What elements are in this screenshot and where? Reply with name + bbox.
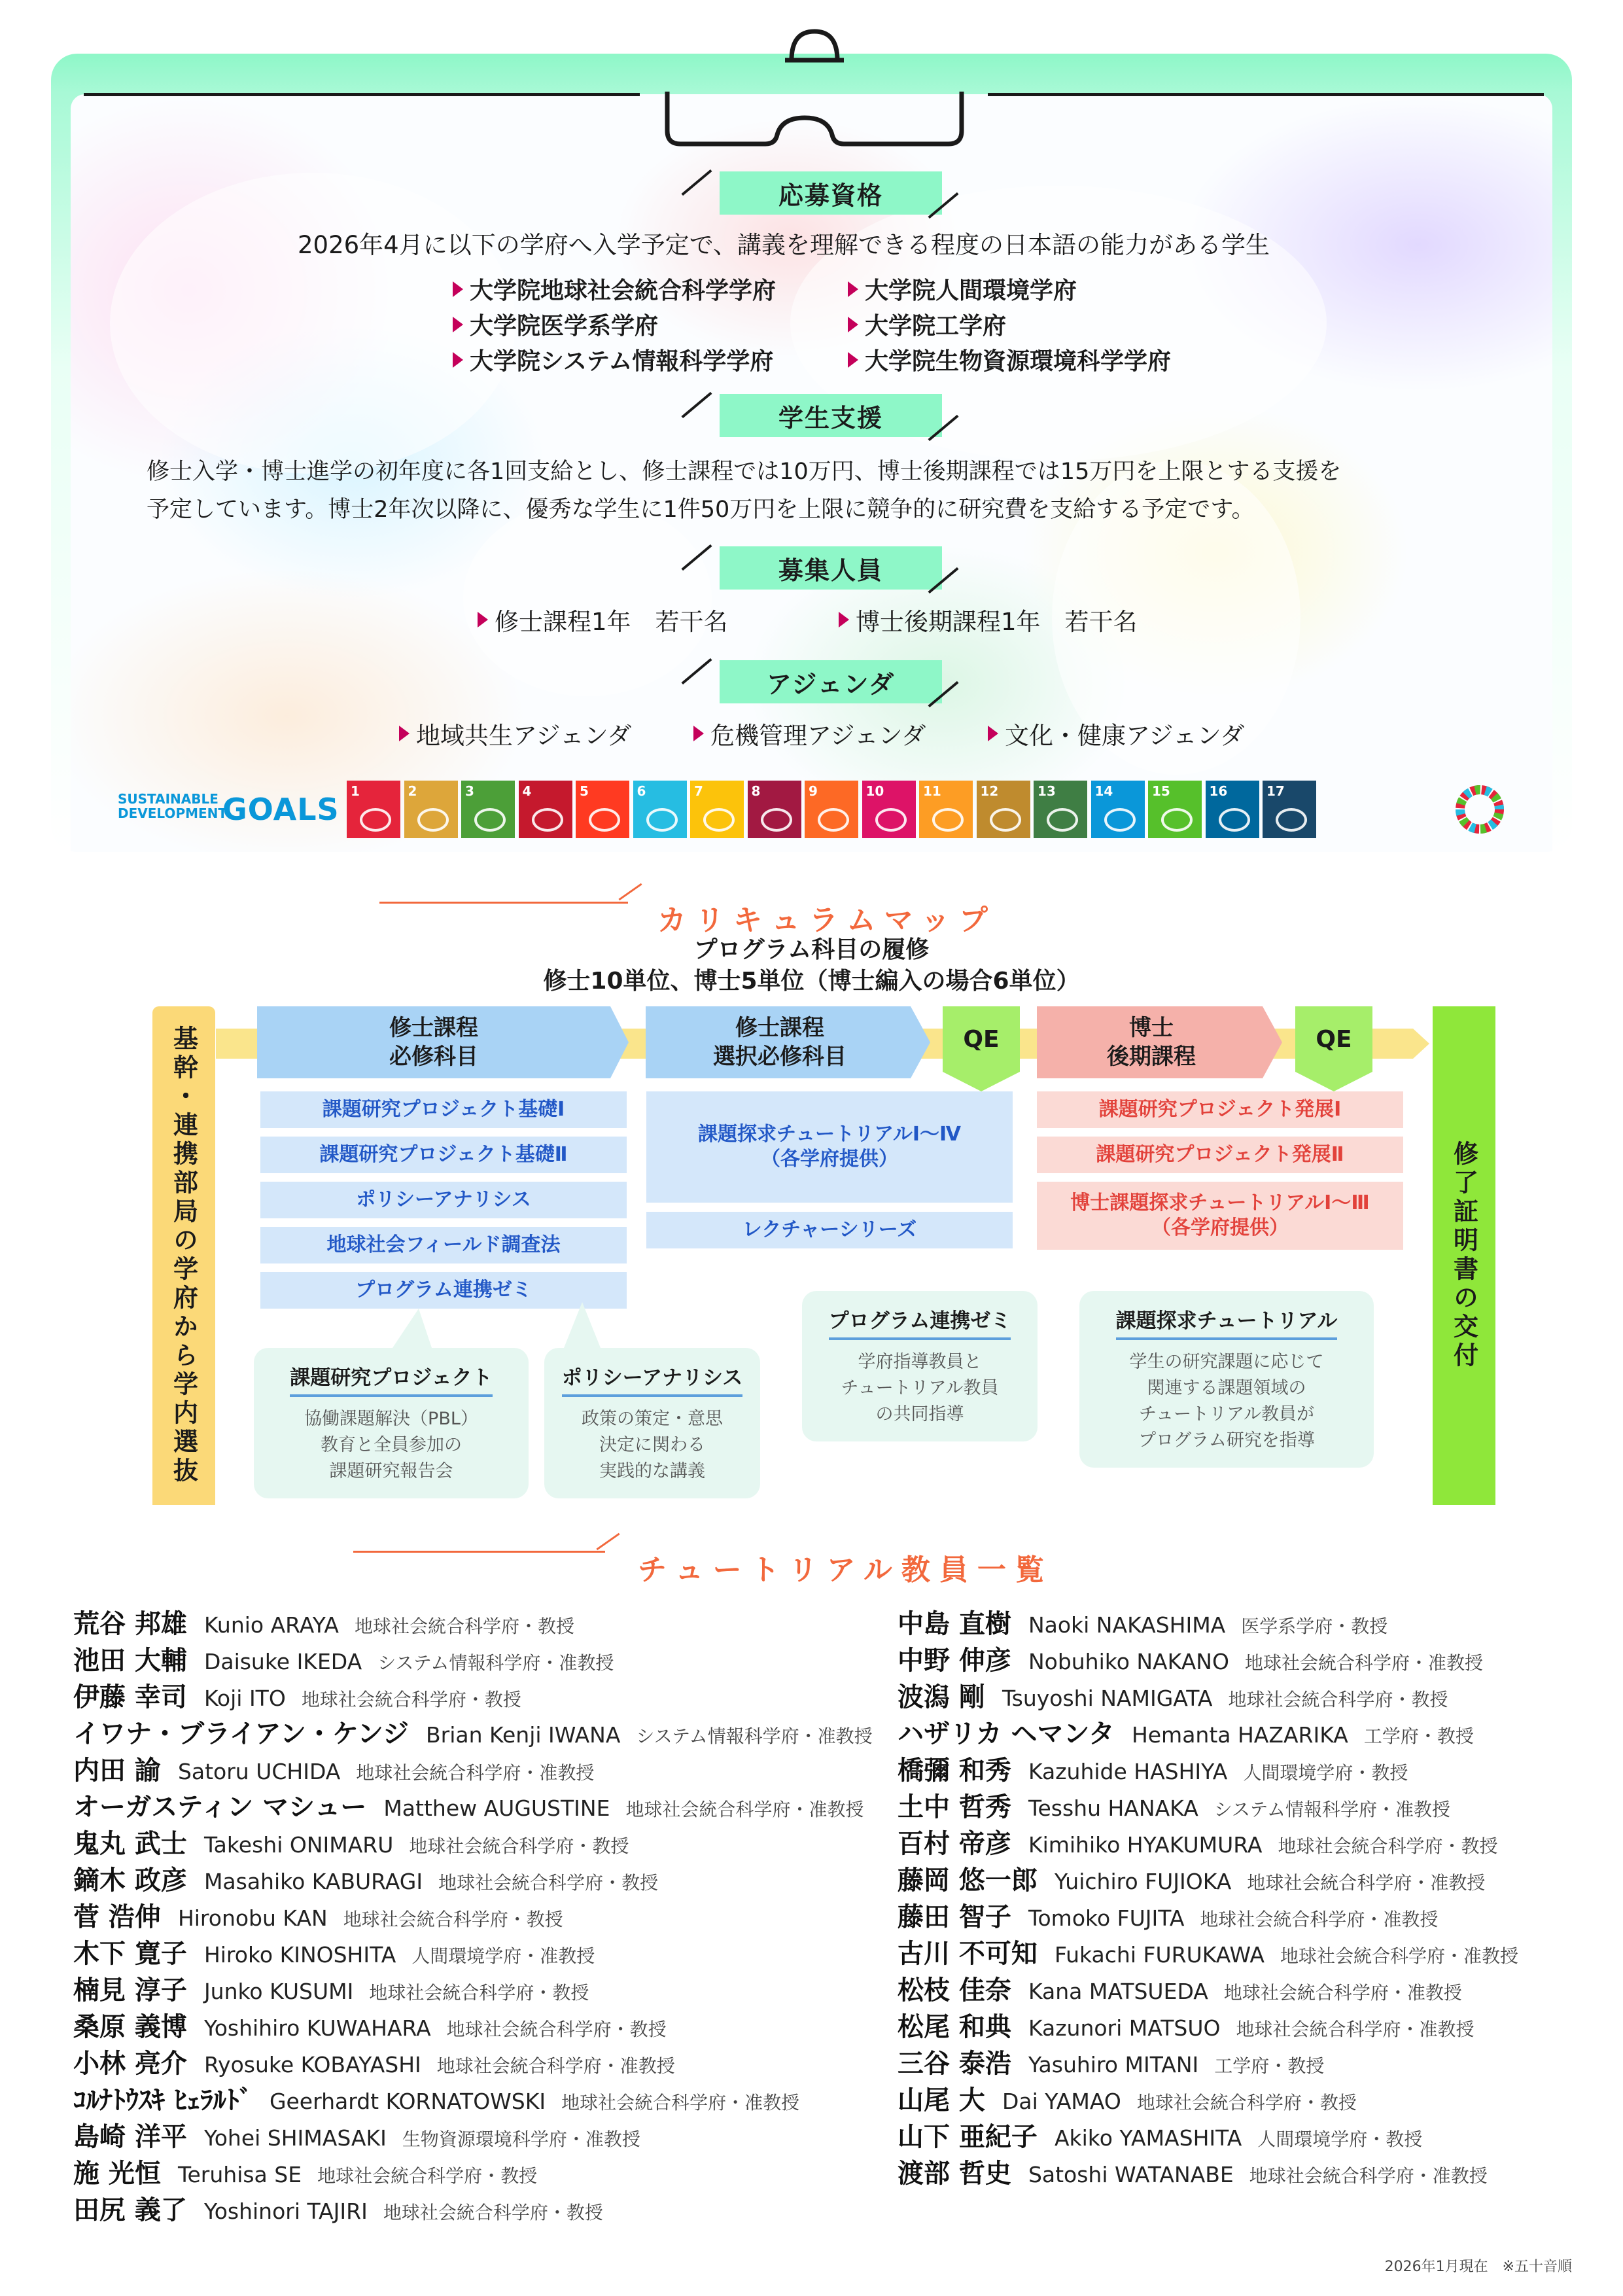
faculty-name-en: Brian Kenji IWANA	[426, 1722, 621, 1748]
sdg-goal-icon	[417, 808, 449, 832]
master-required-l1: 修士課程	[389, 1015, 478, 1041]
master-required-l2: 必修科目	[389, 1044, 478, 1070]
faculty-name-en: Ryosuke KOBAYASHI	[203, 2052, 421, 2077]
faculty-affiliation: 地球社会統合科学府・教授	[1136, 2092, 1357, 2113]
agenda-item	[399, 716, 631, 751]
callout-line: 政策の策定・意思	[582, 1409, 723, 1429]
faculty-affiliation: 地球社会統合科学府・教授	[438, 1872, 659, 1894]
recruit-label: 博士後期課程1年 若干名	[856, 608, 1138, 636]
course-doctor-tutorial	[1037, 1182, 1403, 1250]
faculty-entry	[73, 1823, 629, 1860]
sdg-tile-number: 15	[1152, 783, 1170, 799]
faculty-affiliation: システム情報科学府・准教授	[377, 1652, 614, 1674]
sdg-tile-13	[1034, 781, 1087, 838]
school-label: 大学院地球社会統合科学学府	[470, 277, 777, 304]
selection-bar-label: 基幹・連携部局の学府から学内選抜	[169, 1025, 198, 1486]
faculty-affiliation: 地球社会統合科学府・教授	[383, 2202, 603, 2223]
sdg-tile-number: 11	[923, 783, 941, 799]
faculty-affiliation: 地球社会統合科学府・教授	[317, 2165, 538, 2187]
faculty-entry	[898, 2043, 1324, 2080]
faculty-name-en: Tsuyoshi NAMIGATA	[1002, 1686, 1213, 1711]
faculty-name-en: Masahiko KABURAGI	[203, 1869, 423, 1894]
section-heading-recruit: 募集人員	[720, 546, 942, 590]
sdg-tile-number: 5	[580, 783, 589, 799]
faculty-name-en: Koji ITO	[203, 1686, 286, 1711]
bullet-triangle-icon	[478, 612, 488, 627]
callout-line: チュートリアル教員	[841, 1378, 999, 1398]
faculty-name-jp: 中島 直樹	[898, 1609, 1011, 1639]
faculty-affiliation: 地球社会統合科学府・准教授	[1249, 2165, 1488, 2187]
course-lecture-series: レクチャーシリーズ	[646, 1212, 1013, 1248]
agenda-item	[988, 716, 1244, 751]
doctor-l2: 後期課程	[1107, 1044, 1196, 1070]
sdg-goal-icon	[818, 808, 849, 832]
faculty-affiliation: システム情報科学府・准教授	[636, 1725, 873, 1747]
callout-project	[254, 1348, 529, 1498]
faculty-affiliation: 地球社会統合科学府・准教授	[625, 1799, 864, 1820]
sdg-tile-number: 6	[637, 783, 646, 799]
course-required: プログラム連携ゼミ	[260, 1272, 627, 1309]
course-required: 課題研究プロジェクト基礎Ⅱ	[260, 1137, 627, 1173]
sdg-goal-icon	[1219, 808, 1250, 832]
faculty-affiliation: 地球社会統合科学府・准教授	[1200, 1909, 1439, 1930]
sdg-tile-9	[805, 781, 858, 838]
callout-policy	[544, 1348, 760, 1498]
sdgs-wheel-icon	[1454, 783, 1506, 836]
faculty-affiliation: 地球社会統合科学府・教授	[343, 1909, 563, 1930]
course-required: 地球社会フィールド調査法	[260, 1227, 627, 1263]
faculty-affiliation: 地球社会統合科学府・教授	[1228, 1689, 1448, 1710]
school-item	[453, 308, 658, 341]
school-label: 大学院生物資源環境科学学府	[865, 348, 1172, 375]
agenda-label: 地域共生アジェンダ	[416, 722, 632, 750]
sdg-tile-15	[1148, 781, 1202, 838]
faculty-name-jp: 藤岡 悠一郎	[898, 1865, 1038, 1896]
faculty-name-jp: ｺﾙﾅﾄｳｽｷ ﾋｪﾗﾙﾄﾞ	[73, 2085, 253, 2115]
sdg-tile-1	[347, 781, 400, 838]
school-item	[848, 308, 1006, 341]
faculty-entry	[73, 1933, 595, 1970]
sdg-tile-number: 8	[751, 783, 761, 799]
doctor-label	[1037, 1006, 1266, 1078]
faculty-name-en: Tesshu HANAKA	[1028, 1795, 1198, 1821]
sdg-tile-number: 9	[809, 783, 818, 799]
faculty-entry	[898, 2116, 1422, 2153]
sdgs-logo-line2: DEVELOPMENT	[118, 805, 228, 821]
faculty-entry	[898, 1713, 1474, 1750]
faculty-entry	[73, 2116, 640, 2153]
sdg-tile-3	[461, 781, 515, 838]
sdg-goal-icon	[474, 808, 506, 832]
faculty-entry	[73, 1896, 563, 1934]
agenda-label: 危機管理アジェンダ	[710, 722, 926, 750]
school-item	[848, 343, 1171, 376]
faculty-name-jp: 土中 哲秀	[898, 1792, 1011, 1822]
faculty-name-en: Naoki NAKASHIMA	[1028, 1612, 1226, 1638]
callout-line: 学生の研究課題に応じて	[1129, 1352, 1324, 1372]
course-elective-tutorial	[646, 1091, 1013, 1203]
certificate-bar	[1433, 1006, 1495, 1505]
sdg-goal-icon	[761, 808, 792, 832]
bullet-triangle-icon	[693, 726, 704, 741]
callout-line: 教育と全員参加の	[321, 1435, 462, 1455]
sdg-tile-5	[576, 781, 629, 838]
course-elective-tutorial-l2: （各学府提供）	[761, 1148, 898, 1171]
faculty-name-en: Junko KUSUMI	[203, 1979, 354, 2004]
course-doctor-tutorial-l2: （各学府提供）	[1151, 1216, 1289, 1239]
faculty-entry	[73, 2153, 537, 2190]
recruit-item	[839, 602, 1138, 637]
faculty-affiliation: 地球社会統合科学府・准教授	[1223, 1982, 1462, 2004]
faculty-entry	[73, 1603, 574, 1640]
faculty-affiliation: 地球社会統合科学府・准教授	[1247, 1872, 1486, 1894]
sdg-tile-number: 16	[1209, 783, 1228, 799]
faculty-name-en: Satoshi WATANABE	[1028, 2162, 1234, 2187]
faculty-name-en: Daisuke IKEDA	[203, 1649, 362, 1674]
faculty-name-jp: 松尾 和典	[898, 2012, 1011, 2042]
header-rule-left	[84, 93, 640, 96]
master-required-label	[257, 1006, 610, 1078]
faculty-name-jp: 島崎 洋平	[73, 2122, 187, 2152]
school-label: 大学院医学系学府	[470, 313, 659, 340]
agenda-item	[693, 716, 926, 751]
faculty-name-jp: 小林 亮介	[73, 2049, 187, 2079]
faculty-entry	[898, 2006, 1475, 2043]
faculty-affiliation: システム情報科学府・准教授	[1213, 1799, 1450, 1820]
bullet-triangle-icon	[988, 726, 998, 741]
faculty-affiliation: 生物資源環境科学府・准教授	[402, 2128, 640, 2150]
faculty-name-jp: 鏑木 政彦	[73, 1865, 187, 1896]
doctor-l1: 博士	[1129, 1015, 1174, 1041]
curriculum-heading: カリキュラムマップ	[657, 904, 997, 937]
faculty-name-jp: 木下 寛子	[73, 1939, 187, 1969]
faculty-name-en: Kimihiko HYAKUMURA	[1028, 1832, 1263, 1858]
faculty-entry	[73, 1676, 521, 1714]
faculty-entry	[73, 2189, 603, 2227]
faculty-heading-rule	[353, 1551, 605, 1553]
faculty-affiliation: 地球社会統合科学府・准教授	[356, 1762, 595, 1784]
faculty-name-en: Takeshi ONIMARU	[203, 1832, 394, 1858]
school-label: 大学院システム情報科学学府	[470, 348, 774, 375]
course-required: 課題研究プロジェクト基礎Ⅰ	[260, 1091, 627, 1128]
faculty-name-jp: 池田 大輔	[73, 1646, 187, 1676]
course-elective-tutorial-l1: 課題探求チュートリアルⅠ～Ⅳ	[697, 1123, 962, 1146]
support-text-line2: 予定しています。博士2年次以降に、優秀な学生に1件50万円を上限に競争的に研究費を支給する予定です。	[147, 497, 1255, 523]
callout-line: 実践的な講義	[599, 1461, 705, 1481]
faculty-entry	[73, 2006, 667, 2043]
faculty-name-en: Dai YAMAO	[1002, 2089, 1121, 2114]
faculty-affiliation: 工学府・教授	[1363, 1725, 1474, 1747]
faculty-name-jp: 田尻 義了	[73, 2195, 187, 2225]
faculty-name-en: Fukachi FURUKAWA	[1054, 1942, 1265, 1968]
sdg-goal-icon	[990, 808, 1021, 832]
faculty-name-en: Akiko YAMASHITA	[1054, 2125, 1242, 2151]
school-item	[848, 272, 1077, 306]
faculty-affiliation: 地球社会統合科学府・准教授	[1244, 1652, 1483, 1674]
header-rule-right	[988, 93, 1544, 96]
faculty-name-en: Kunio ARAYA	[203, 1612, 339, 1638]
faculty-name-jp: 山下 亜紀子	[898, 2122, 1038, 2152]
sdg-tile-4	[519, 781, 572, 838]
bullet-triangle-icon	[848, 281, 858, 297]
faculty-entry	[73, 1750, 594, 1787]
support-text-line1: 修士入学・博士進学の初年度に各1回支給とし、修士課程では10万円、博士後期課程では15万円を上限とする支援を	[147, 459, 1342, 485]
faculty-name-en: Hironobu KAN	[177, 1905, 328, 1931]
section-heading-agenda: アジェンダ	[720, 660, 942, 703]
agenda-label: 文化・健康アジェンダ	[1005, 722, 1245, 750]
bullet-triangle-icon	[839, 612, 849, 627]
sdg-tile-number: 17	[1266, 783, 1285, 799]
sdg-tile-7	[690, 781, 744, 838]
sdg-tile-12	[977, 781, 1030, 838]
faculty-name-jp: 鬼丸 武士	[73, 1829, 187, 1859]
course-required: ポリシーアナリシス	[260, 1182, 627, 1218]
callout-seminar	[802, 1291, 1038, 1441]
faculty-affiliation: 医学系学府・教授	[1241, 1616, 1388, 1637]
sdg-goal-icon	[1161, 808, 1193, 832]
program-line1: プログラム科目の履修	[693, 936, 930, 963]
faculty-name-en: Yohei SHIMASAKI	[203, 2125, 387, 2151]
callout-line: 学府指導教員と	[858, 1352, 982, 1372]
faculty-affiliation: 地球社会統合科学府・准教授	[1236, 2019, 1475, 2040]
callout-line: 関連する課題領域の	[1147, 1378, 1306, 1398]
faculty-name-jp: 施 光恒	[73, 2159, 161, 2189]
curriculum-heading-rule	[379, 902, 628, 904]
faculty-name-en: Satoru UCHIDA	[177, 1759, 341, 1784]
faculty-name-jp: 楠見 淳子	[73, 1975, 187, 2005]
section-heading-eligibility: 応募資格	[720, 171, 942, 215]
faculty-entry	[898, 1603, 1387, 1640]
faculty-affiliation: 人間環境学府・准教授	[411, 1945, 595, 1967]
clipboard-clip-icon	[661, 20, 968, 157]
sdgs-logo-line1: SUSTAINABLE	[118, 791, 218, 807]
faculty-name-jp: 古川 不可知	[898, 1939, 1038, 1969]
callout-line: 決定に関わる	[599, 1435, 705, 1455]
faculty-name-en: Hiroko KINOSHITA	[203, 1942, 396, 1968]
sdg-tile-17	[1263, 781, 1316, 838]
recruit-item	[478, 602, 728, 637]
sdg-tile-14	[1091, 781, 1145, 838]
section-heading-support: 学生支援	[720, 394, 942, 437]
school-item	[453, 272, 776, 306]
faculty-heading-slash	[596, 1533, 620, 1551]
faculty-name-jp: 藤田 智子	[898, 1902, 1011, 1932]
faculty-name-jp: 百村 帝彦	[898, 1829, 1011, 1859]
recruit-label: 修士課程1年 若干名	[495, 608, 728, 636]
faculty-name-jp: 桑原 義博	[73, 2012, 187, 2042]
faculty-entry	[73, 1860, 658, 1897]
bullet-triangle-icon	[453, 281, 463, 297]
course-doctor-tutorial-l1: 博士課題探求チュートリアルⅠ～Ⅲ	[1070, 1192, 1370, 1214]
faculty-name-jp: 渡部 哲史	[898, 2159, 1011, 2189]
master-elective-l1: 修士課程	[735, 1015, 824, 1041]
faculty-heading: チュートリアル教員一覧	[638, 1553, 1053, 1587]
faculty-entry	[73, 2043, 675, 2080]
school-item	[453, 343, 773, 376]
faculty-name-en: Hemanta HAZARIKA	[1131, 1722, 1348, 1748]
faculty-name-en: Yuichiro FUJIOKA	[1054, 1869, 1232, 1894]
faculty-name-jp: 松枝 佳奈	[898, 1975, 1011, 2005]
faculty-affiliation: 地球社会統合科学府・准教授	[436, 2055, 675, 2077]
sdg-tile-number: 12	[980, 783, 999, 799]
faculty-name-jp: 菅 浩伸	[73, 1902, 161, 1932]
bullet-triangle-icon	[848, 352, 858, 368]
faculty-name-en: Matthew AUGUSTINE	[383, 1795, 610, 1821]
callout-line: プログラム研究を指導	[1138, 1430, 1315, 1451]
bullet-triangle-icon	[453, 352, 463, 368]
faculty-entry	[898, 1750, 1408, 1787]
faculty-affiliation: 人間環境学府・教授	[1243, 1762, 1408, 1784]
faculty-entry	[898, 1860, 1485, 1897]
sdg-goal-icon	[932, 808, 964, 832]
sdg-tile-number: 1	[351, 783, 360, 799]
faculty-entry	[73, 1640, 614, 1677]
sdg-goal-icon	[875, 808, 907, 832]
selection-bar	[152, 1006, 215, 1505]
faculty-name-jp: ハザリカ ヘマンタ	[898, 1719, 1115, 1749]
qe-label: QE	[963, 1026, 1000, 1053]
bullet-triangle-icon	[848, 317, 858, 332]
sdg-tile-number: 14	[1094, 783, 1113, 799]
program-line2: 修士10単位、博士5単位（博士編入の場合6単位）	[543, 968, 1080, 995]
footnote: 2026年1月現在 ※五十音順	[1384, 2259, 1572, 2275]
faculty-entry	[898, 1969, 1462, 2007]
faculty-entry	[73, 1786, 864, 1824]
sdg-tile-number: 4	[522, 783, 532, 799]
callout-line: 協働課題解決（PBL）	[304, 1409, 478, 1429]
sdg-tile-number: 2	[408, 783, 417, 799]
master-elective-label	[646, 1006, 914, 1078]
course-doctor: 課題研究プロジェクト発展Ⅰ	[1037, 1091, 1403, 1128]
faculty-affiliation: 地球社会統合科学府・准教授	[1280, 1945, 1518, 1967]
sdg-goal-icon	[360, 808, 391, 832]
callout-title: 課題研究プロジェクト	[290, 1361, 492, 1397]
sdg-tile-10	[862, 781, 916, 838]
course-doctor: 課題研究プロジェクト発展Ⅱ	[1037, 1137, 1403, 1173]
sdg-tile-number: 7	[694, 783, 703, 799]
sdg-tile-number: 3	[465, 783, 474, 799]
faculty-name-jp: 荒谷 邦雄	[73, 1609, 187, 1639]
faculty-name-jp: オーガスティン マシュー	[73, 1792, 367, 1822]
sdg-goal-icon	[703, 808, 735, 832]
faculty-affiliation: 地球社会統合科学府・教授	[1278, 1835, 1498, 1857]
sdg-goal-icon	[1047, 808, 1078, 832]
faculty-name-jp: 橋彌 和秀	[898, 1756, 1011, 1786]
callout-title: 課題探求チュートリアル	[1116, 1304, 1338, 1340]
sdgs-logo-word: GOALS	[222, 792, 340, 827]
sdg-goal-icon	[1276, 808, 1307, 832]
curriculum-heading-slash	[618, 883, 642, 901]
faculty-affiliation: 地球社会統合科学府・准教授	[561, 2092, 800, 2113]
faculty-entry	[898, 1933, 1518, 1970]
sdg-goal-icon	[532, 808, 563, 832]
faculty-entry	[898, 1823, 1497, 1860]
faculty-entry	[898, 1676, 1448, 1714]
faculty-name-jp: 中野 伸彦	[898, 1646, 1011, 1676]
certificate-bar-label: 修了証明書の交付	[1449, 1140, 1478, 1371]
callout-tutorial	[1079, 1291, 1374, 1468]
faculty-affiliation: 地球社会統合科学府・教授	[369, 1982, 589, 2004]
faculty-affiliation: 人間環境学府・教授	[1257, 2128, 1423, 2150]
bullet-triangle-icon	[399, 726, 410, 741]
faculty-affiliation: 地球社会統合科学府・教授	[301, 1689, 521, 1710]
faculty-name-en: Yasuhiro MITANI	[1028, 2052, 1199, 2077]
faculty-name-en: Kazuhide HASHIYA	[1028, 1759, 1228, 1784]
faculty-name-en: Kazunori MATSUO	[1028, 2015, 1221, 2041]
faculty-entry	[898, 2153, 1488, 2190]
sdg-tile-number: 10	[865, 783, 884, 799]
faculty-name-jp: 波潟 剛	[898, 1682, 985, 1712]
faculty-affiliation: 地球社会統合科学府・教授	[354, 1616, 574, 1637]
qe-label: QE	[1316, 1026, 1352, 1053]
sdg-tile-number: 13	[1038, 783, 1056, 799]
sdg-tile-11	[919, 781, 973, 838]
master-elective-l2: 選択必修科目	[713, 1044, 846, 1070]
faculty-entry	[898, 1640, 1483, 1677]
faculty-affiliation: 地球社会統合科学府・教授	[446, 2019, 667, 2040]
callout-title: ポリシーアナリシス	[562, 1361, 743, 1397]
school-label: 大学院工学府	[865, 313, 1007, 340]
sdg-goal-icon	[646, 808, 678, 832]
sdg-goal-icon	[589, 808, 620, 832]
school-label: 大学院人間環境学府	[865, 277, 1077, 304]
faculty-name-jp: 内田 諭	[73, 1756, 161, 1786]
faculty-name-en: Tomoko FUJITA	[1028, 1905, 1185, 1931]
sdg-tile-8	[748, 781, 801, 838]
callout-title: プログラム連携ゼミ	[829, 1304, 1011, 1340]
faculty-name-en: Yoshihiro KUWAHARA	[203, 2015, 431, 2041]
sdg-tile-6	[633, 781, 687, 838]
sdg-tile-16	[1206, 781, 1259, 838]
faculty-entry	[73, 1969, 589, 2007]
faculty-entry	[73, 2079, 799, 2117]
faculty-affiliation: 工学府・教授	[1214, 2055, 1325, 2077]
faculty-entry	[898, 2079, 1357, 2117]
faculty-name-en: Yoshinori TAJIRI	[203, 2199, 368, 2224]
faculty-entry	[898, 1896, 1438, 1934]
faculty-name-jp: イワナ・ブライアン・ケンジ	[73, 1719, 409, 1749]
faculty-name-jp: 三谷 泰浩	[898, 2049, 1011, 2079]
faculty-name-jp: 伊藤 幸司	[73, 1682, 187, 1712]
faculty-name-jp: 山尾 大	[898, 2085, 985, 2115]
callout-line: 課題研究報告会	[329, 1461, 453, 1481]
faculty-name-en: Nobuhiko NAKANO	[1028, 1649, 1229, 1674]
faculty-affiliation: 地球社会統合科学府・教授	[409, 1835, 629, 1857]
faculty-entry	[898, 1786, 1450, 1824]
sdg-goal-icon	[1104, 808, 1136, 832]
eligibility-text: 2026年4月に以下の学府へ入学予定で、講義を理解できる程度の日本語の能力がある学生	[298, 231, 1270, 259]
callout-line: の共同指導	[875, 1404, 964, 1424]
sdg-tile-2	[404, 781, 458, 838]
faculty-name-en: Teruhisa SE	[177, 2162, 302, 2187]
faculty-entry	[73, 1713, 873, 1750]
bullet-triangle-icon	[453, 317, 463, 332]
faculty-name-en: Geerhardt KORNATOWSKI	[269, 2089, 546, 2114]
callout-line: チュートリアル教員が	[1138, 1404, 1315, 1424]
faculty-name-en: Kana MATSUEDA	[1028, 1979, 1208, 2004]
